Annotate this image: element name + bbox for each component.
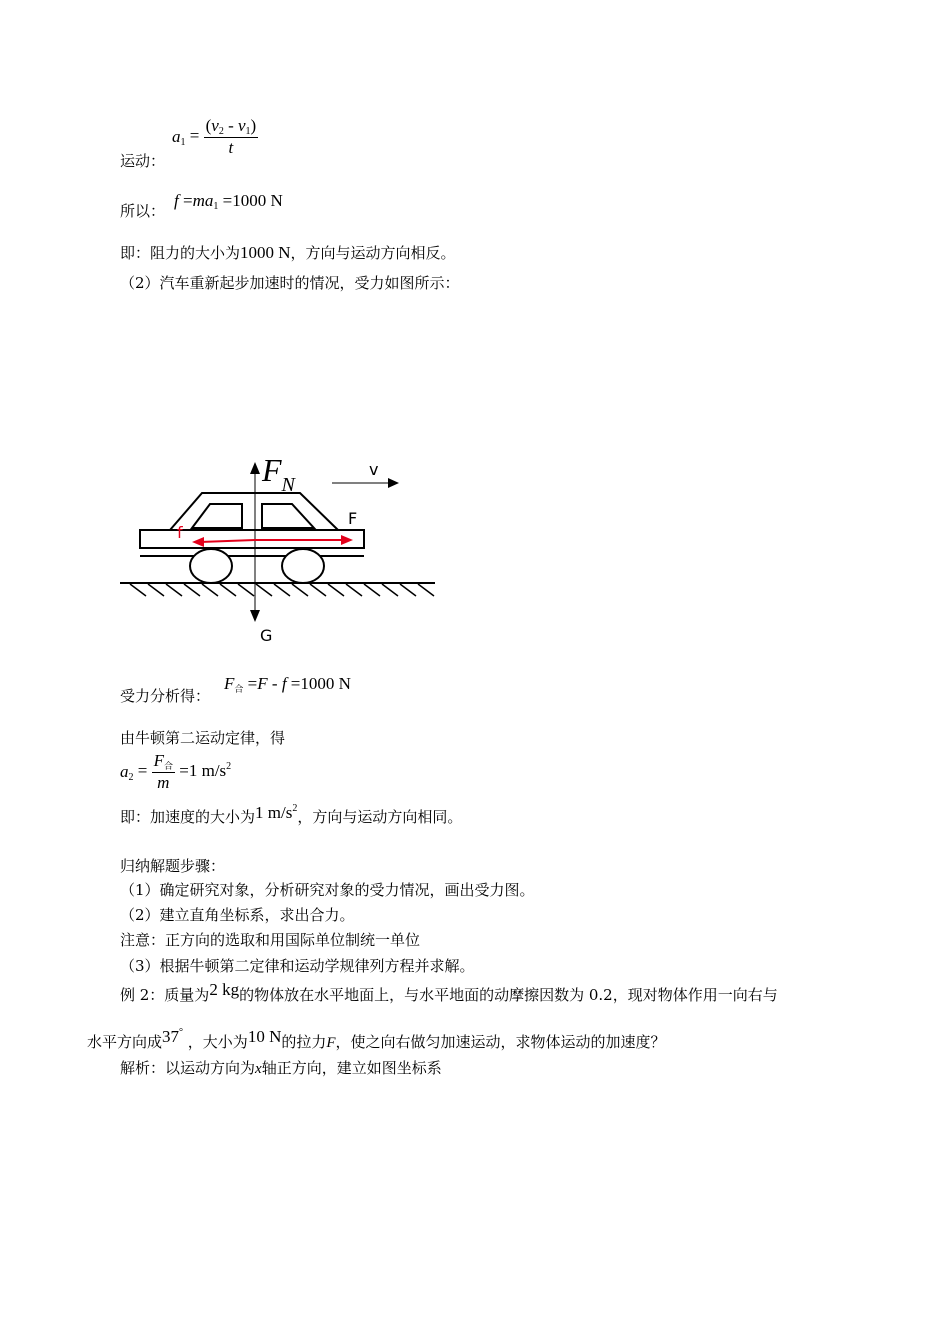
label-normal-force: FN [262, 452, 295, 496]
steps-note: 注意：正方向的选取和用国际单位制统一单位 [120, 931, 421, 949]
car-window-rear [262, 504, 314, 528]
label-motion: 运动： [120, 152, 166, 170]
normal-force-arrowhead [250, 462, 260, 474]
fraction [204, 116, 259, 158]
newton-law-line: 由牛顿第二运动定律，得 [120, 729, 286, 747]
fraction-denominator: m [152, 772, 175, 793]
label-gravity: G [260, 626, 273, 645]
label-therefore: 所以： [120, 202, 166, 220]
label-force-analysis: 受力分析得： [120, 687, 211, 705]
example-line-1: 例 2：质量为2 kg的物体放在水平地面上，与水平地面的动摩擦因数为 0.2，现对物体作用一向右与 [120, 980, 778, 1004]
formula-a2: $a_2$ = $\frac{F_合}{m}$ =1 $m/s^2$ [120, 751, 232, 792]
fraction-numerator: $F_合$ [153, 751, 173, 772]
steps-title: 归纳解题步骤： [120, 857, 226, 875]
formula-a1 [172, 116, 258, 158]
angle-value: 37° [162, 1027, 184, 1046]
ground-hatching [130, 584, 434, 596]
step-3: （3）根据牛顿第二定律和运动学规律列方程并求解。 [120, 957, 475, 975]
friction-value: 1000 N [240, 243, 291, 262]
step-2: （2）建立直角坐标系，求出合力。 [120, 906, 355, 924]
step-1: （1）确定研究对象，分析研究对象的受力情况，画出受力图。 [120, 881, 535, 899]
acceleration-result-line: 即：加速度的大小为1 $m/s^2$，方向与运动方向相同。 [120, 803, 463, 826]
mass-value: 2 kg [209, 980, 240, 999]
force-value: 10 N [247, 1027, 282, 1046]
label-pull-force: F [348, 509, 358, 528]
symbol-a: a [172, 126, 181, 146]
gravity-arrowhead [250, 610, 260, 622]
example-line-2: 水平方向成37° ，大小为10 N的拉力F，使之向右做匀加速运动，求物体运动的加速度？ [87, 1027, 666, 1051]
label-friction: f [177, 523, 183, 542]
label-velocity: v [369, 460, 379, 479]
fraction-numerator: $(v_2 - v_1)$ [205, 116, 257, 137]
fraction-denominator: t [204, 137, 259, 158]
analysis-line: 解析：以运动方向为x轴正方向，建立如图坐标系 [120, 1059, 442, 1077]
equals-sign: = [189, 125, 200, 145]
car [140, 493, 364, 583]
formula-net-force: $F_合 =F - f =1000$ N [224, 674, 351, 695]
symbol-x: x [255, 1061, 262, 1077]
formula-friction: $f =ma_1 =1000$ N [174, 191, 283, 212]
car-wheel-rear [190, 549, 232, 583]
car-window-front [192, 504, 242, 528]
subscript: 1 [180, 136, 186, 148]
acceleration-value: 1 $m/s^2$ [255, 803, 298, 822]
case2-heading: （2）汽车重新起步加速时的情况，受力如图所示： [120, 274, 460, 292]
friction-result-line: 即：阻力的大小为1000 N，方向与运动方向相反。 [120, 243, 456, 262]
car-wheel-front [282, 549, 324, 583]
fraction [152, 751, 175, 793]
velocity-arrowhead [388, 478, 399, 488]
symbol-F: F [326, 1035, 336, 1051]
